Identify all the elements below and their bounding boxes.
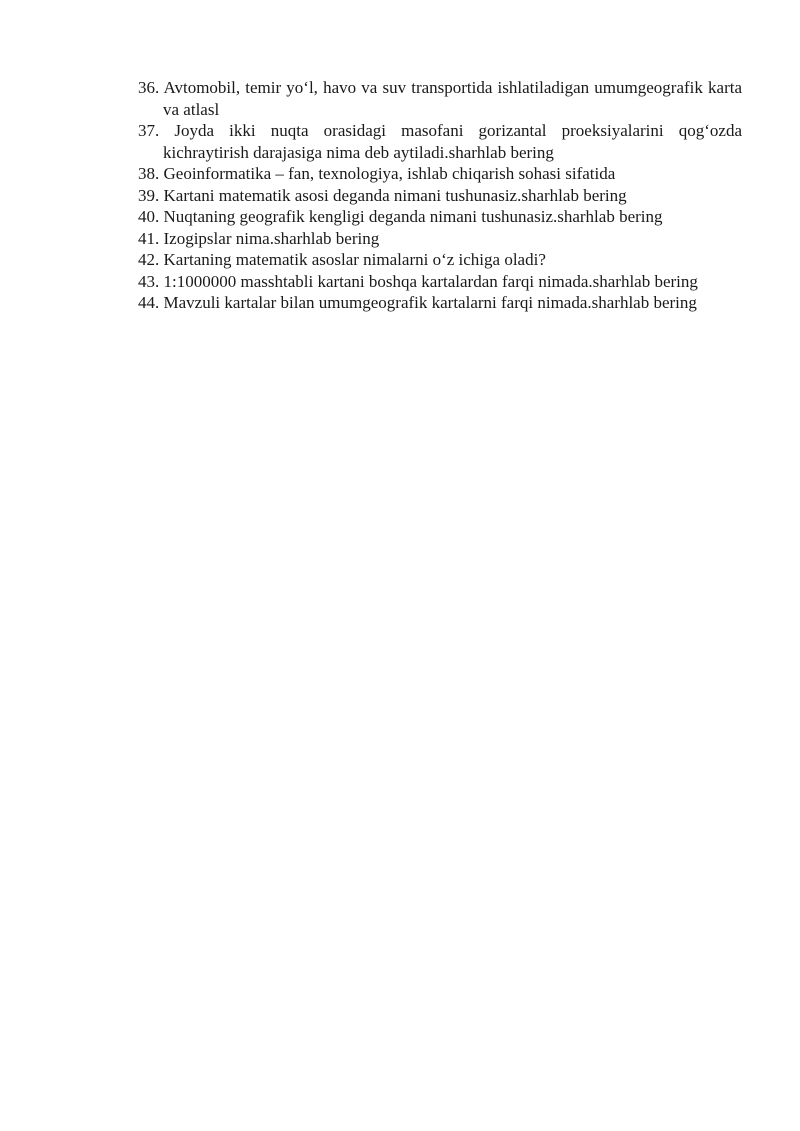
question-number: 44.: [138, 293, 160, 312]
question-number: 40.: [138, 207, 160, 226]
question-number: 37.: [138, 121, 160, 140]
question-text: Avtomobil, temir yo‘l, havo va suv transportida ishlatiladigan umumgeografik karta va atlasl: [163, 78, 742, 119]
question-44: [138, 292, 742, 314]
question-number: 38.: [138, 164, 160, 183]
question-text: Geoinformatika – fan, texnologiya, ishlab chiqarish sohasi sifatida: [163, 164, 616, 183]
question-43: [138, 271, 742, 293]
question-text: Nuqtaning geografik kengligi deganda nimani tushunasiz.sharhlab bering: [163, 207, 663, 226]
question-text: Mavzuli kartalar bilan umumgeografik kartalarni farqi nimada.sharhlab bering: [163, 293, 697, 312]
question-38: [138, 163, 742, 185]
question-number: 39.: [138, 185, 160, 205]
question-40: [138, 206, 742, 228]
question-text: Izogipslar nima.sharhlab bering: [163, 228, 380, 248]
question-number: 42.: [138, 250, 160, 269]
question-42: [138, 249, 742, 271]
question-39: [138, 185, 742, 207]
question-36: [138, 77, 742, 120]
question-number: 36.: [138, 78, 160, 97]
question-text: Kartaning matematik asoslar nimalarni o‘z ichiga oladi?: [163, 250, 546, 269]
question-text: 1:1000000 masshtabli kartani boshqa kartalardan farqi nimada.sharhlab bering: [163, 271, 698, 291]
question-41: [138, 228, 742, 250]
question-text: Joyda ikki nuqta orasidagi masofani gorizantal proeksiyalarini qog‘ozda kichraytirish darajasiga nima deb aytiladi.sharhlab bering: [163, 121, 742, 162]
question-list: [138, 77, 742, 314]
question-text: Kartani matematik asosi deganda nimani tushunasiz.sharhlab bering: [163, 185, 627, 205]
question-number: 41.: [138, 228, 160, 248]
question-37: [138, 120, 742, 163]
question-number: 43.: [138, 271, 160, 291]
